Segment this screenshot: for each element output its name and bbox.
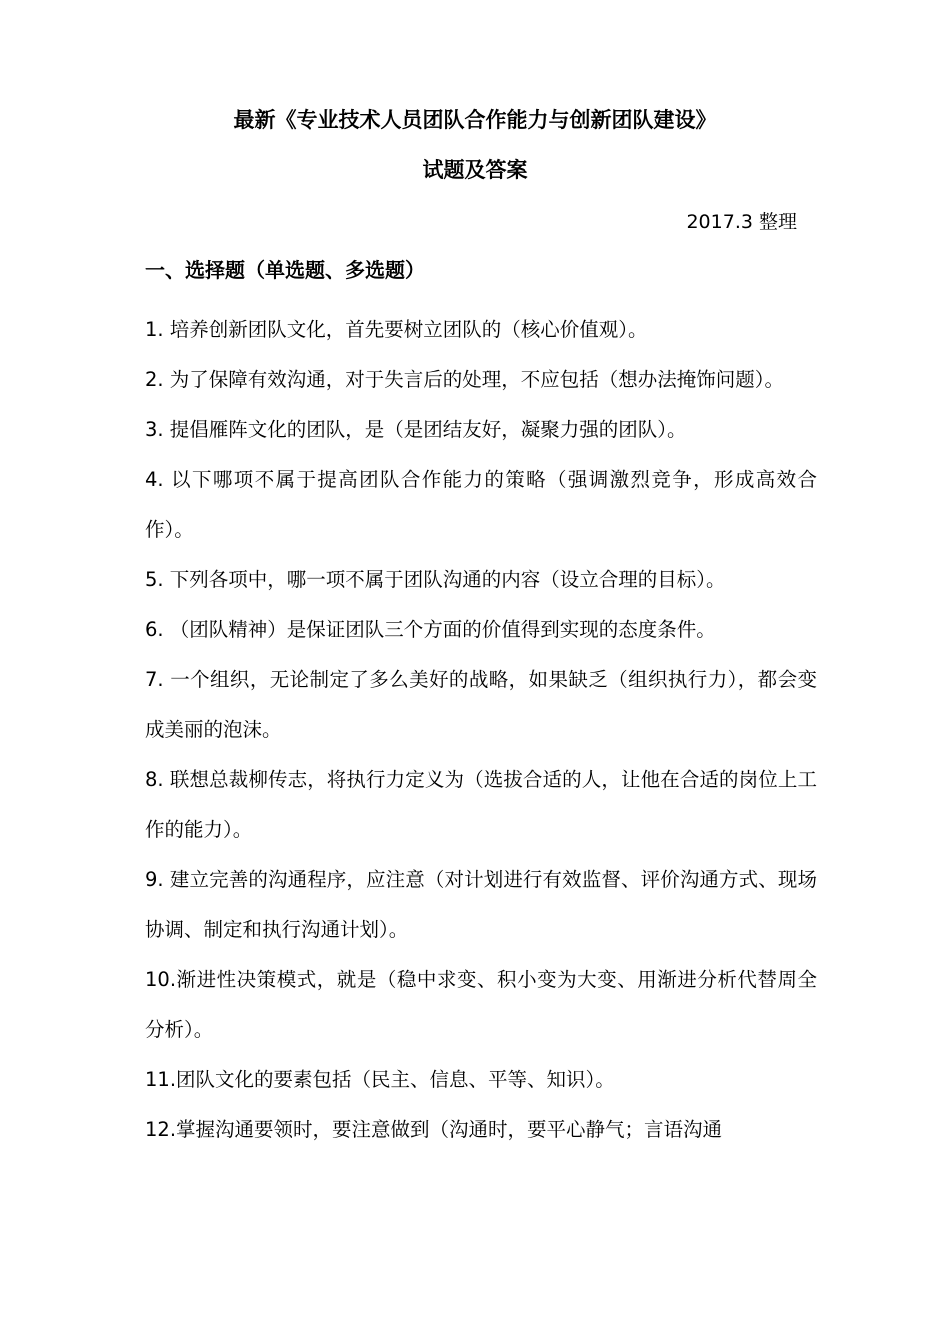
question-item: 9. 建立完善的沟通程序，应注意（对计划进行有效监督、评价沟通方式、现场协调、制定和执行沟通计划）。	[145, 868, 817, 941]
question-item: 11.团队文化的要素包括（民主、信息、平等、知识）。	[145, 1068, 615, 1091]
section-heading: 一、选择题（单选题、多选题）	[145, 258, 425, 282]
question-item: 2. 为了保障有效沟通，对于失言后的处理，不应包括（想办法掩饰问题）。	[145, 368, 785, 391]
question-item: 1. 培养创新团队文化，首先要树立团队的（核心价值观）。	[145, 318, 648, 341]
question-item: 10.渐进性决策模式，就是（稳中求变、积小变为大变、用渐进分析代替周全分析）。	[145, 968, 817, 1041]
question-item: 8. 联想总裁柳传志，将执行力定义为（选拔合适的人，让他在合适的岗位上工作的能力）。	[145, 768, 817, 841]
question-item: 6. （团队精神）是保证团队三个方面的价值得到实现的态度条件。	[145, 618, 716, 641]
question-item: 12.掌握沟通要领时，要注意做到（沟通时，要平心静气；言语沟通	[145, 1118, 723, 1141]
question-item: 5. 下列各项中，哪一项不属于团队沟通的内容（设立合理的目标）。	[145, 568, 726, 591]
question-item: 7. 一个组织，无论制定了多么美好的战略，如果缺乏（组织执行力），都会变成美丽的泡沫。	[145, 668, 817, 741]
date-note: 2017.3 整理	[686, 211, 797, 233]
question-list	[145, 305, 817, 1155]
document-subtitle: 试题及答案	[422, 158, 528, 182]
document-title: 最新《专业技术人员团队合作能力与创新团队建设》	[233, 108, 717, 132]
question-item: 4. 以下哪项不属于提高团队合作能力的策略（强调激烈竞争，形成高效合作）。	[145, 468, 817, 541]
question-item: 3. 提倡雁阵文化的团队，是（是团结友好，凝聚力强的团队）。	[145, 418, 687, 441]
